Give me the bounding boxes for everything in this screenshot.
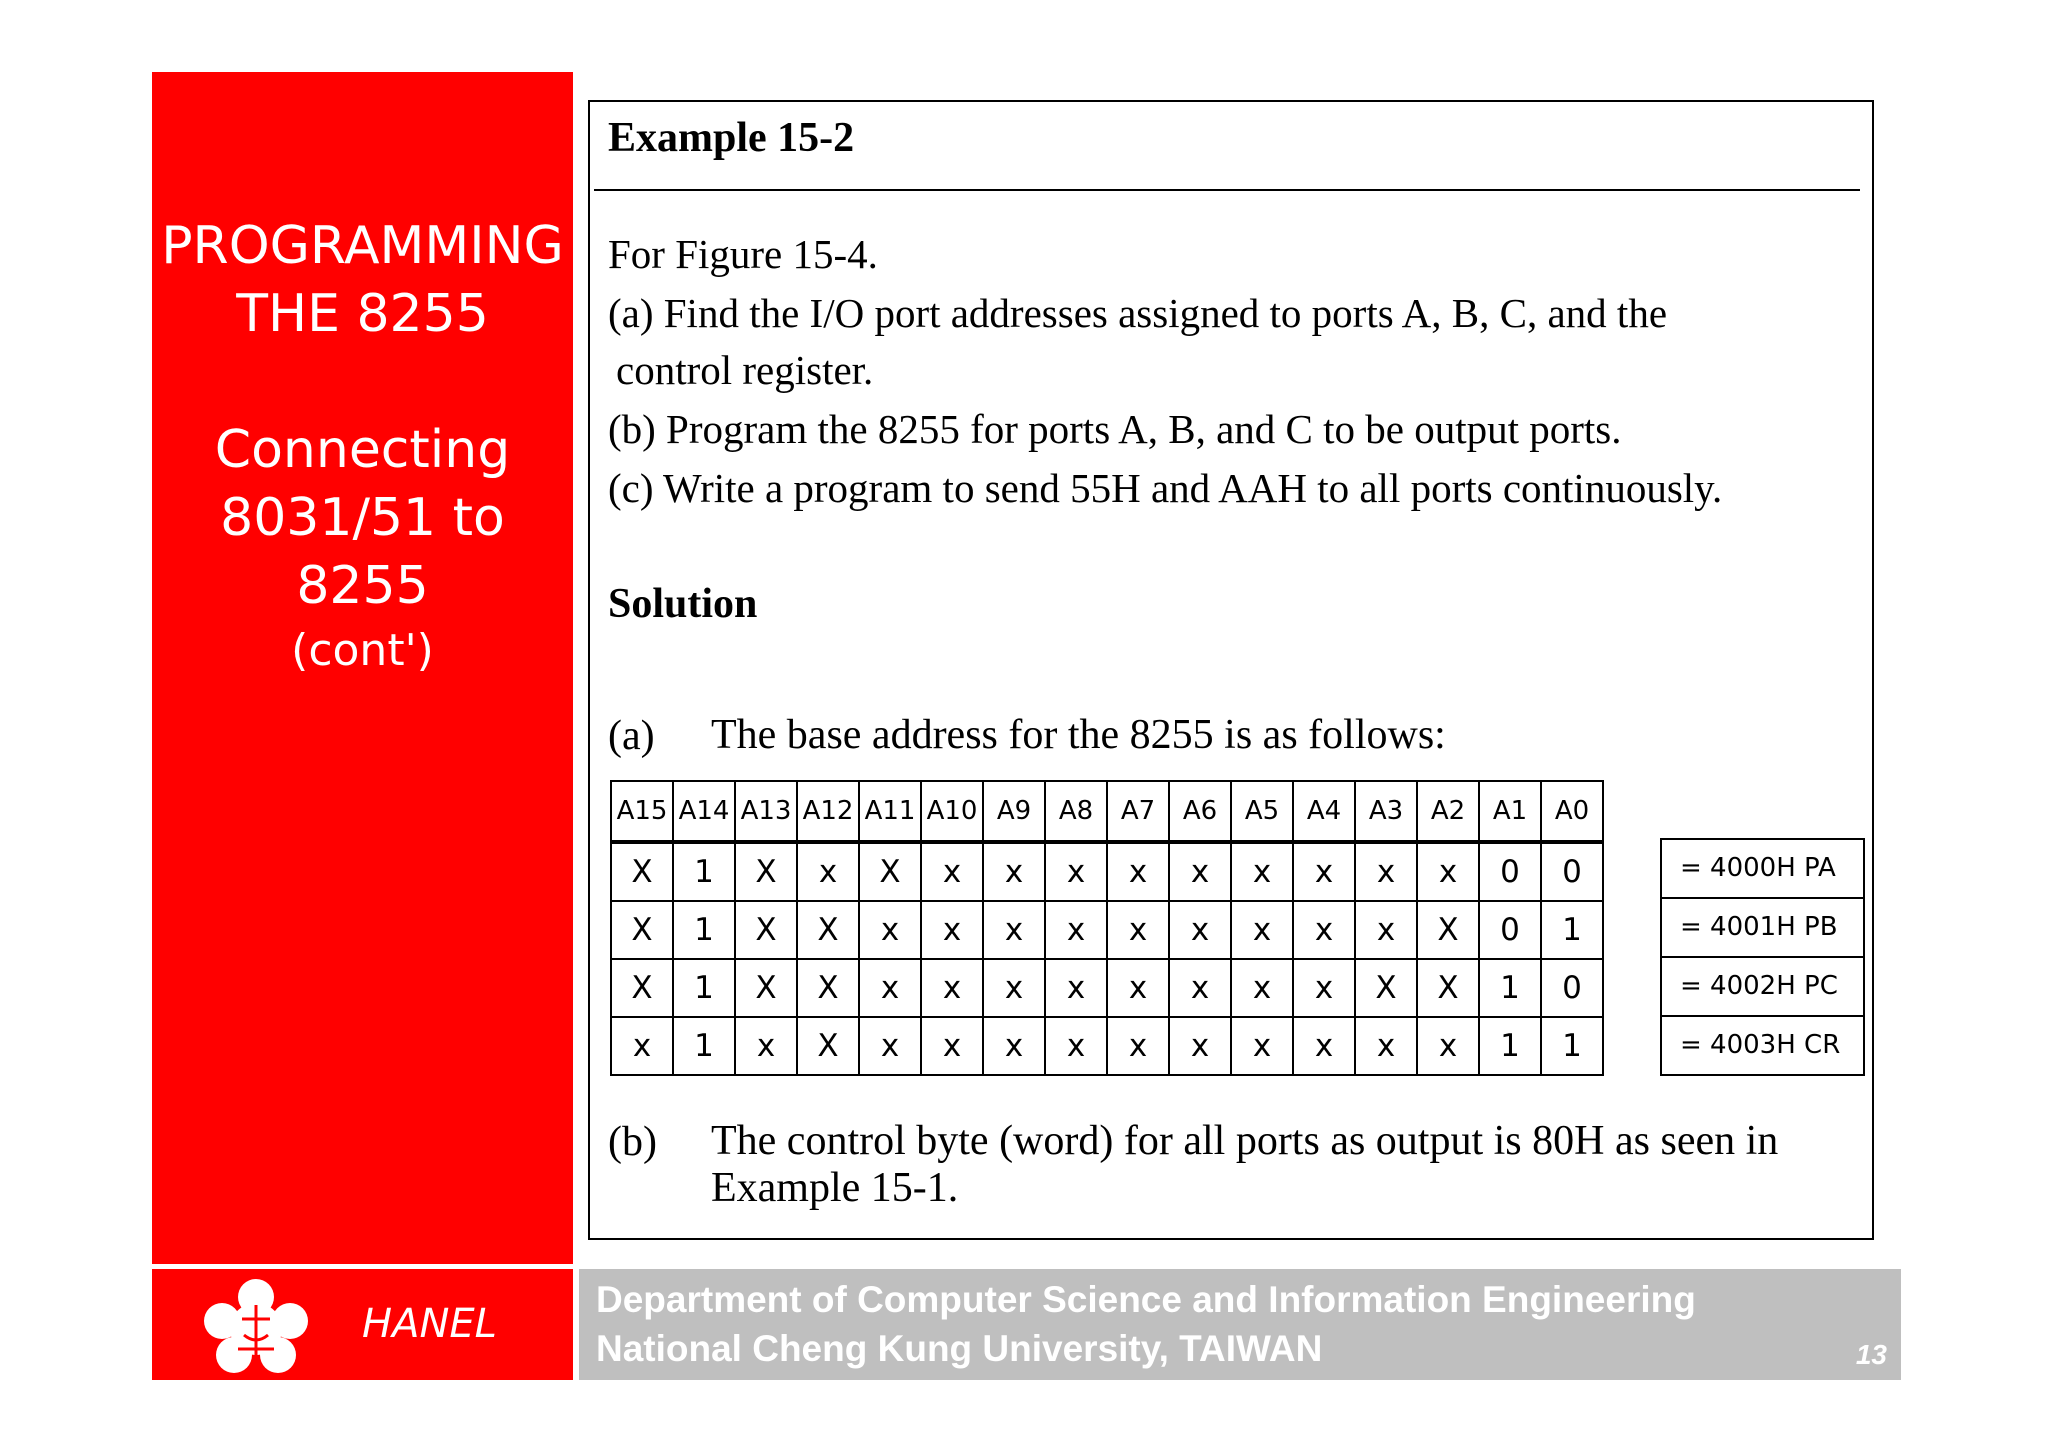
table-cell: x [1045, 959, 1107, 1017]
table-cell: X [797, 959, 859, 1017]
part-b-label: (b) [608, 1119, 657, 1165]
table-header-cell: A3 [1355, 781, 1417, 842]
table-cell: x [859, 1017, 921, 1075]
footer-department [579, 1269, 1901, 1380]
part-b-text-line: The control byte (word) for all ports as output is 80H as seen in [711, 1118, 1779, 1164]
sidebar-title-line: 8031/51 to [220, 488, 505, 548]
table-header-cell: A9 [983, 781, 1045, 842]
table-header-cell: A8 [1045, 781, 1107, 842]
sidebar-title-line: Connecting [214, 420, 511, 480]
table-cell: x [1107, 959, 1169, 1017]
sidebar-title-gap [152, 348, 573, 416]
table-header-cell: A14 [673, 781, 735, 842]
table-cell: x [859, 901, 921, 959]
table-cell: x [859, 959, 921, 1017]
table-cell: X [735, 842, 797, 901]
table-cell: X [1417, 901, 1479, 959]
question-line: control register. [616, 347, 874, 393]
sidebar-subtitle: (cont') [291, 625, 434, 676]
sidebar-title-line: PROGRAMMING [161, 216, 564, 276]
table-cell: x [1107, 1017, 1169, 1075]
question-line: (c) Write a program to send 55H and AAH to all ports continuously. [608, 465, 1723, 511]
table-header-cell: A1 [1479, 781, 1541, 842]
footer-left [152, 1269, 573, 1380]
table-header-cell: A0 [1541, 781, 1603, 842]
table-cell: x [1169, 842, 1231, 901]
table-header-cell: A4 [1293, 781, 1355, 842]
table-header-cell: A10 [921, 781, 983, 842]
table-row [611, 1017, 1603, 1075]
table-cell: 0 [1541, 842, 1603, 901]
table-cell: x [983, 959, 1045, 1017]
table-cell: x [1417, 1017, 1479, 1075]
table-row [611, 842, 1603, 901]
address-result: = 4000H PA [1662, 840, 1863, 899]
example-box [588, 100, 1874, 1240]
department-line: Department of Computer Science and Information Engineering [596, 1279, 1696, 1320]
table-cell: 1 [673, 842, 735, 901]
example-title: Example 15-2 [608, 115, 855, 161]
part-b-text [711, 1118, 1778, 1212]
question-line: For Figure 15-4. [608, 231, 878, 277]
table-header-cell: A7 [1107, 781, 1169, 842]
address-result-list [1660, 838, 1865, 1076]
table-cell: x [1293, 842, 1355, 901]
address-bit-table [610, 780, 1604, 1076]
table-cell: x [921, 842, 983, 901]
table-cell: X [611, 959, 673, 1017]
sidebar-title-line: 8255 [296, 556, 429, 616]
table-cell: 0 [1479, 842, 1541, 901]
sidebar-title [152, 212, 573, 682]
address-result: = 4003H CR [1680, 1030, 1841, 1060]
table-cell: X [797, 1017, 859, 1075]
sidebar-panel [152, 72, 573, 1264]
table-cell: x [1355, 1017, 1417, 1075]
table-cell: X [1417, 959, 1479, 1017]
solution-heading: Solution [608, 581, 758, 627]
table-cell: X [735, 959, 797, 1017]
question-line: (b) Program the 8255 for ports A, B, and C to be output ports. [608, 406, 1622, 452]
table-cell: x [1355, 842, 1417, 901]
table-cell: x [983, 1017, 1045, 1075]
table-cell: x [1231, 959, 1293, 1017]
university-emblem-icon [202, 1275, 310, 1375]
sidebar-title-line: THE 8255 [236, 284, 489, 344]
author-label: HANEL [362, 1301, 497, 1347]
table-header-cell: A15 [611, 781, 673, 842]
table-cell: 1 [1479, 959, 1541, 1017]
table-cell: x [797, 842, 859, 901]
question-line: (a) Find the I/O port addresses assigned to ports A, B, C, and the [608, 290, 1668, 336]
part-b-text-line: Example 15-1. [711, 1165, 959, 1211]
table-cell: x [1231, 842, 1293, 901]
address-result: = 4002H PC [1662, 958, 1863, 1017]
title-divider [594, 189, 1860, 191]
table-header-row [611, 781, 1603, 842]
table-cell: x [1169, 1017, 1231, 1075]
table-cell: X [735, 901, 797, 959]
table-cell: x [1169, 901, 1231, 959]
table-cell: x [1293, 901, 1355, 959]
table-cell: x [921, 959, 983, 1017]
table-cell: x [1293, 959, 1355, 1017]
table-header-cell: A11 [859, 781, 921, 842]
table-cell: x [1417, 842, 1479, 901]
table-cell: X [611, 842, 673, 901]
page-number: 13 [1855, 1339, 1887, 1370]
table-cell: x [1355, 901, 1417, 959]
table-cell: 1 [1541, 1017, 1603, 1075]
table-cell: 1 [1541, 901, 1603, 959]
table-row [611, 901, 1603, 959]
table-header-cell: A13 [735, 781, 797, 842]
table-cell: X [611, 901, 673, 959]
table-cell: x [921, 901, 983, 959]
table-cell: x [1231, 901, 1293, 959]
table-cell: 1 [673, 1017, 735, 1075]
table-cell: x [735, 1017, 797, 1075]
address-result: = 4001H PB [1662, 899, 1863, 958]
university-line: National Cheng Kung University, TAIWAN [596, 1328, 1323, 1369]
table-cell: x [983, 901, 1045, 959]
table-header-cell: A6 [1169, 781, 1231, 842]
table-row [611, 959, 1603, 1017]
table-cell: 1 [1479, 1017, 1541, 1075]
table-cell: 0 [1479, 901, 1541, 959]
table-cell: x [1045, 901, 1107, 959]
table-cell: 1 [673, 901, 735, 959]
table-cell: x [611, 1017, 673, 1075]
table-header-cell: A12 [797, 781, 859, 842]
table-cell: x [1107, 842, 1169, 901]
table-cell: x [983, 842, 1045, 901]
table-cell: 1 [673, 959, 735, 1017]
table-header-cell: A5 [1231, 781, 1293, 842]
table-cell: X [859, 842, 921, 901]
table-header-cell: A2 [1417, 781, 1479, 842]
table-cell: 0 [1541, 959, 1603, 1017]
table-cell: x [1169, 959, 1231, 1017]
table-cell: x [1045, 842, 1107, 901]
part-a-label: (a) [608, 713, 655, 759]
table-cell: x [1293, 1017, 1355, 1075]
table-cell: x [921, 1017, 983, 1075]
part-a-text: The base address for the 8255 is as follows: [711, 712, 1446, 758]
table-cell: x [1045, 1017, 1107, 1075]
table-cell: x [1107, 901, 1169, 959]
table-cell: x [1231, 1017, 1293, 1075]
table-cell: X [797, 901, 859, 959]
table-cell: X [1355, 959, 1417, 1017]
